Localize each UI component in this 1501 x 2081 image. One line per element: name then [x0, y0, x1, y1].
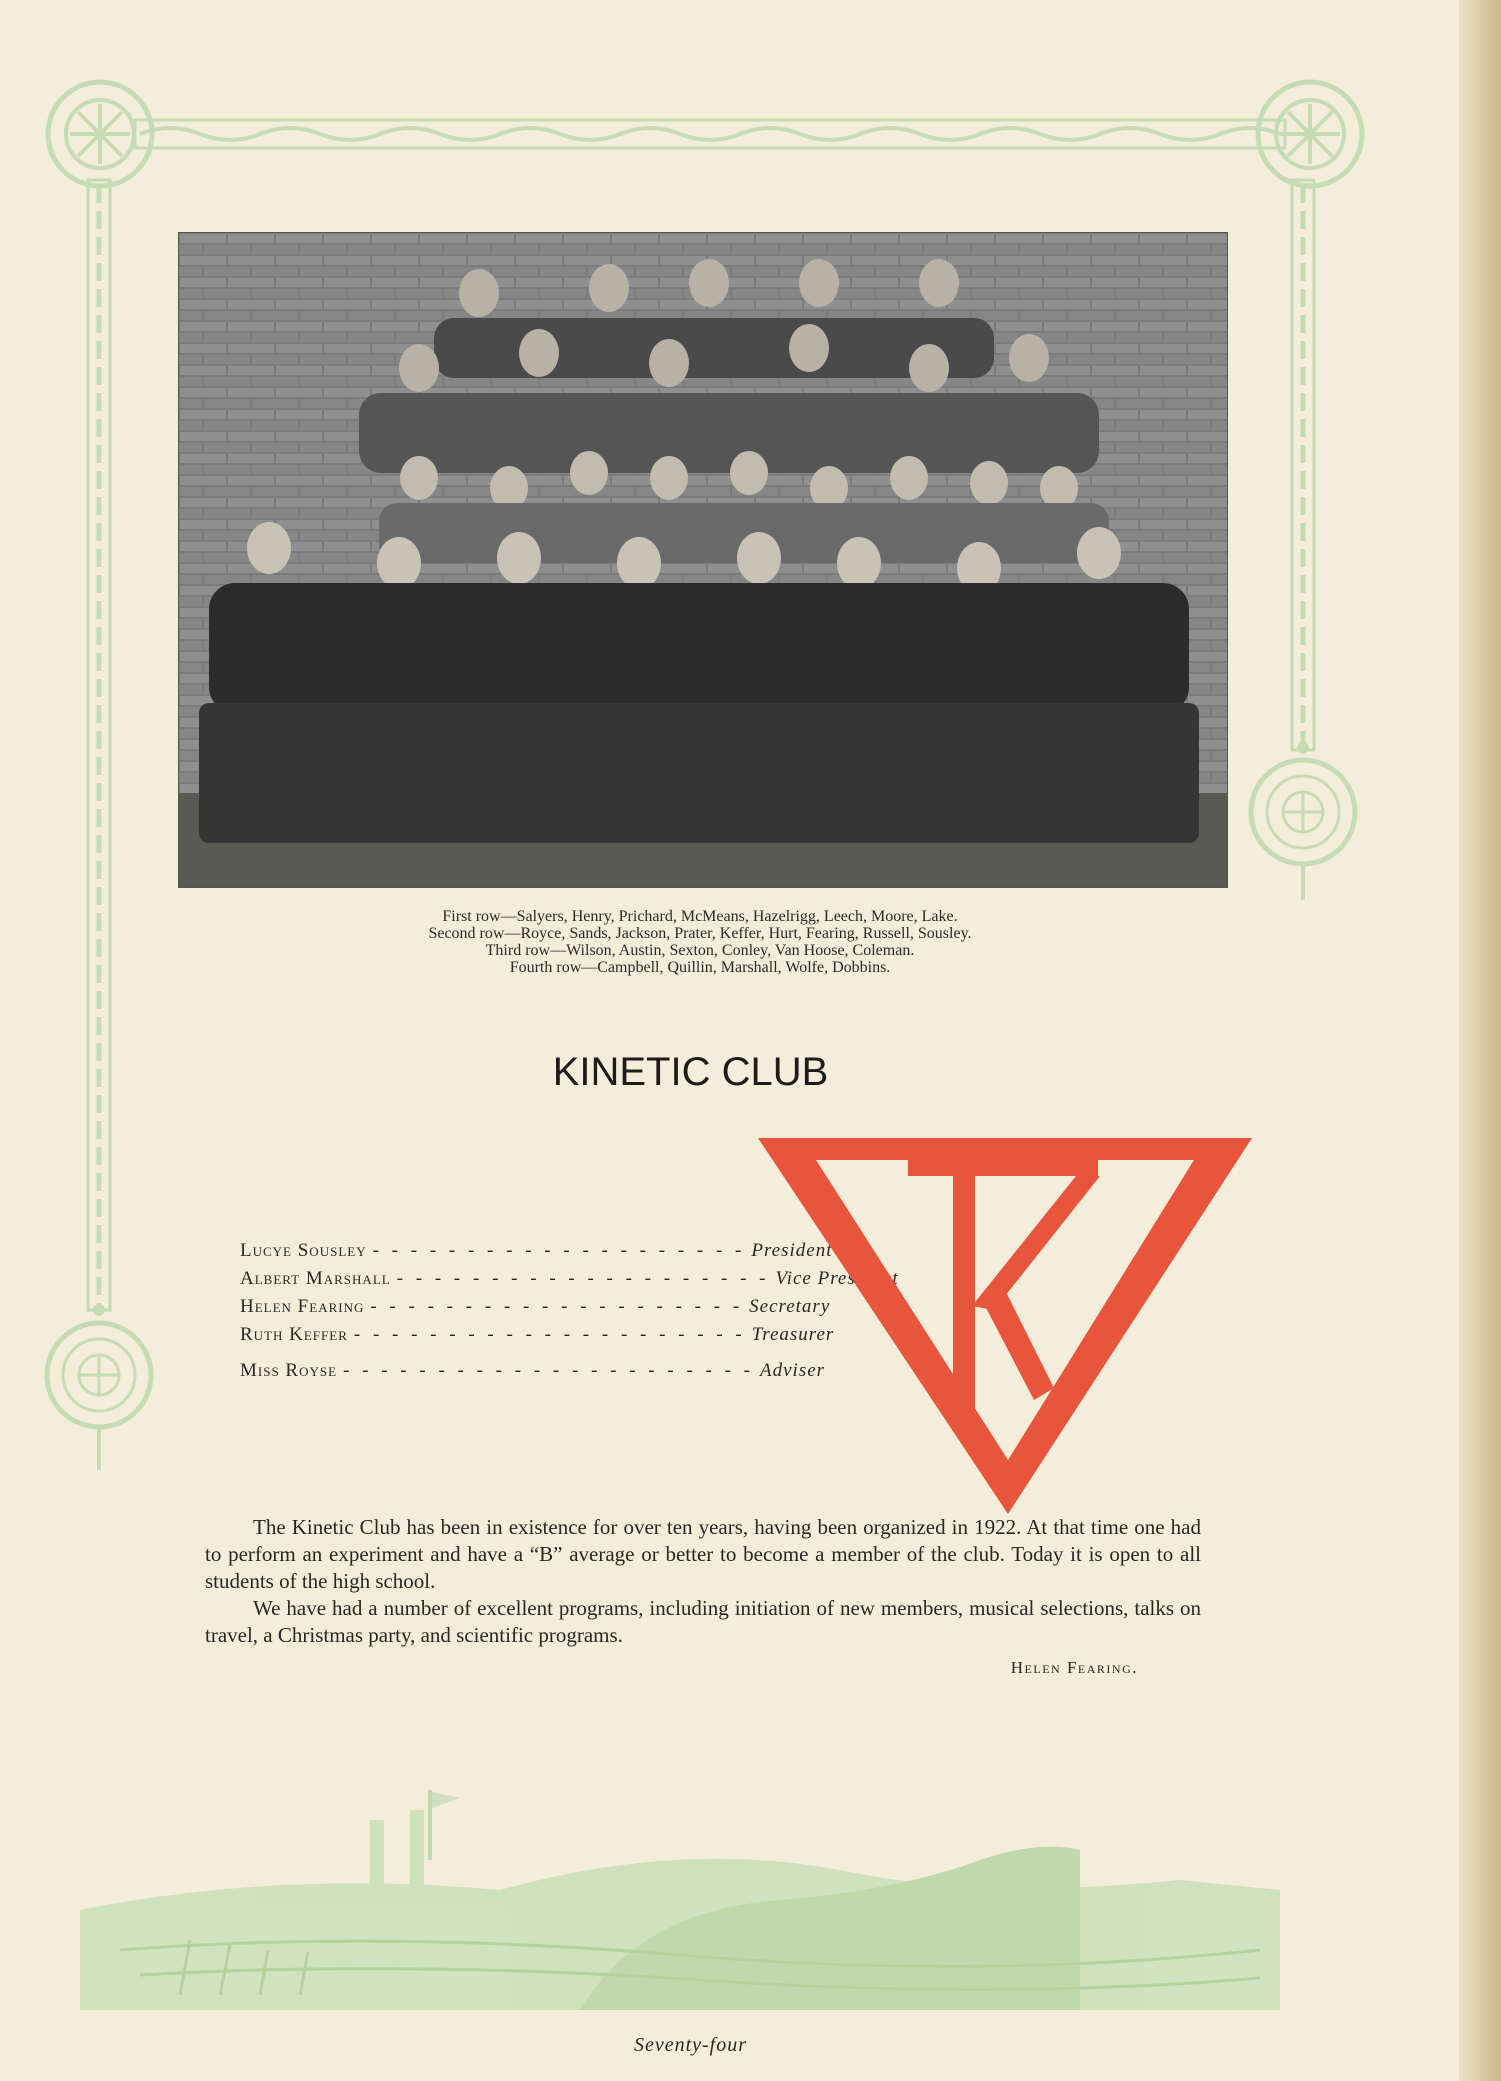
- caption-row: Fourth row—Campbell, Quillin, Marshall, Wolfe, Dobbins.: [509, 959, 891, 976]
- description-paragraph: We have had a number of excellent programs, including initiation of new members, musical selections, talks on travel, a Christmas party, and scientific programs.: [205, 1596, 1201, 1647]
- leader-dots: - - - - - - - - - - - - - - - - - - - - - -: [343, 1360, 755, 1381]
- officers-list: [240, 1240, 899, 1388]
- officer-role: Treasurer: [751, 1324, 835, 1345]
- group-photo: [178, 232, 1228, 888]
- caption-row: Second row—Royce, Sands, Jackson, Prater, Keffer, Hurt, Fearing, Russell, Sousley.: [428, 925, 972, 942]
- officer-name: Ruth Keffer: [240, 1324, 348, 1345]
- officer-name: Miss Royse: [240, 1360, 338, 1381]
- officer-row: [240, 1268, 899, 1296]
- officer-name: Helen Fearing: [240, 1296, 365, 1317]
- caption-row: First row—Salyers, Henry, Prichard, McMeans, Hazelrigg, Leech, Moore, Lake.: [442, 908, 958, 925]
- kinetic-club-emblem: [758, 1138, 1252, 1514]
- club-title: KINETIC CLUB: [552, 1050, 829, 1094]
- photo-caption: [200, 908, 1200, 976]
- officer-role: Vice President: [775, 1268, 899, 1289]
- officer-row: [240, 1240, 833, 1268]
- officer-role: Adviser: [760, 1360, 826, 1381]
- author-signature: Helen Fearing.: [1010, 1658, 1138, 1677]
- page-number: Seventy-four: [633, 2034, 748, 2056]
- leader-dots: - - - - - - - - - - - - - - - - - - - -: [370, 1296, 744, 1317]
- description-paragraph: The Kinetic Club has been in existence for over ten years, having been organized in 1922. At that time one had to perform an experiment and have a “B” average or better to become a member of the club. Today it is open to all students of the high school.: [205, 1515, 1201, 1593]
- officer-row: [240, 1324, 835, 1352]
- officer-row: [240, 1296, 831, 1324]
- officer-name: Lucye Sousley: [240, 1240, 367, 1261]
- leader-dots: - - - - - - - - - - - - - - - - - - - - -: [353, 1324, 746, 1345]
- leader-dots: - - - - - - - - - - - - - - - - - - - -: [372, 1240, 746, 1261]
- officer-name: Albert Marshall: [240, 1268, 391, 1289]
- officer-role: President: [751, 1240, 833, 1261]
- club-description: [205, 1514, 1201, 1649]
- officer-role: Secretary: [749, 1296, 831, 1317]
- leader-dots: - - - - - - - - - - - - - - - - - - - -: [396, 1268, 770, 1289]
- bottom-landscape-illustration: [80, 1780, 1280, 2010]
- caption-row: Third row—Wilson, Austin, Sexton, Conley, Van Hoose, Coleman.: [485, 942, 915, 959]
- officer-row: [240, 1360, 826, 1388]
